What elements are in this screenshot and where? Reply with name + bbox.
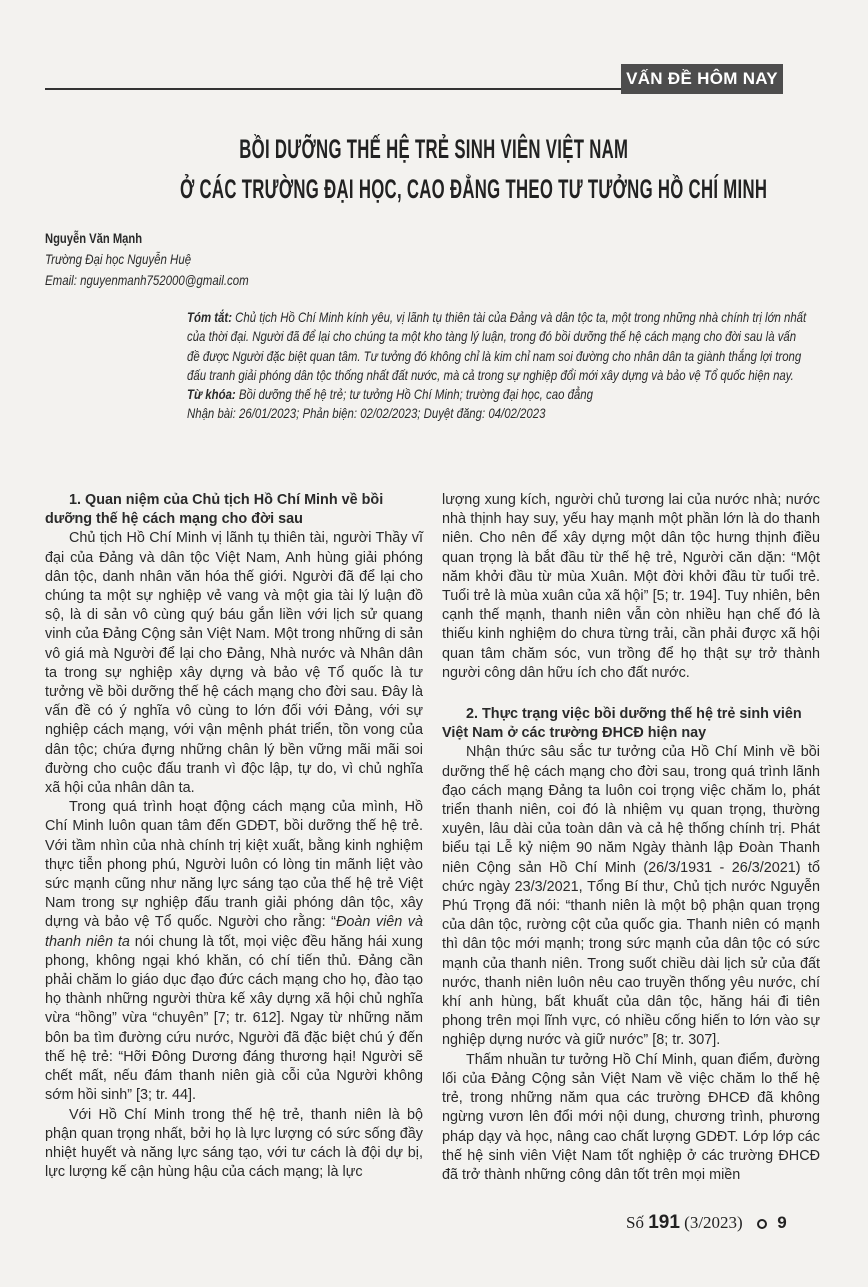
page-footer [626,1212,787,1234]
abstract [187,308,806,385]
paragraph: Chủ tịch Hồ Chí Minh vị lãnh tụ thiên tài, người Thầy vĩ đại của Đảng và dân tộc Việt Nam, Anh hùng giải phóng dân tộc, danh nhân văn hóa thế giới. Người đã để lại cho chúng ta một sự nghiệp vẻ vang và một gia tài lý luận đồ sộ, là di sản vô cùng quý báu gắn liền với lịch sử quang vinh của Đảng Cộng sản Việt Nam. Một trong những di sản vô giá mà Người để lại cho Đảng, Nhà nước và Nhân dân ta trong sự nghiệp xây dựng và bảo vệ Tổ quốc là tư tưởng về bồi dưỡng thế hệ cách mạng cho đời sau. Đây là vấn đề có ý nghĩa vô cùng to lớn đối với Đảng, với sự nghiệp cách mạng, với vận mệnh phát triển, tồn vong của dân tộc; chứa đựng những chân lý bền vững mãi mãi soi đường cho cuộc đấu tranh vì độc lập, tự do, vì chủ nghĩa xã hội của nhân dân ta. [45,530,423,797]
body-column-1 [45,491,423,1182]
issue-label: Số [626,1213,644,1232]
keywords-text: Bồi dưỡng thế hệ trẻ; tư tưởng Hồ Chí Minh; trường đại học, cao đẳng [238,386,593,403]
quote-italic: Đoàn viên và thanh niên ta [45,914,423,950]
article-dates: Nhận bài: 26/01/2023; Phản biện: 02/02/2023; Duyệt đăng: 04/02/2023 [187,405,546,422]
paragraph [45,798,423,1105]
header-rule [45,88,623,90]
article-title-line-2: Ở CÁC TRƯỜNG ĐẠI HỌC, CAO ĐẲNG THEO TƯ TƯỞNG HỒ CHÍ MINH [179,174,768,204]
paragraph: Nhận thức sâu sắc tư tưởng của Hồ Chí Minh về bồi dưỡng thế hệ cách mạng cho đời sau, trong quá trình lãnh đạo cách mạng Đảng ta luôn coi trọng việc chăm lo, phát triển thanh niên, coi đó là nhiệm vụ quan trọng, thường xuyên, lâu dài của toàn dân và cả hệ thống chính trị. Phát biểu tại Lễ kỷ niệm 90 năm Ngày thành lập Đoàn Thanh niên Cộng sản Hồ Chí Minh (26/3/1931 - 26/3/2021) tổ chức ngày 23/3/2021, Tổng Bí thư, Chủ tịch nước Nguyễn Phú Trọng đã nói: “thanh niên là một bộ phận quan trọng của dân tộc, rường cột của quốc gia. Thanh niên có mạnh thì dân tộc mới mạnh; trong sức mạnh của dân tộc có sức mạnh của thanh niên. Trong suốt chiều dài lịch sử của đất nước, thanh niên luôn nêu cao truyền thống yêu nước, chí khí anh hùng, bất khuất của dân tộc, hăng hái đi tiên phong trên mọi lĩnh vực, có nhiều cống hiến to lớn vào sự nghiệp dựng nước và giữ nước” [8; tr. 307]. [442,744,820,1049]
page-number: 9 [777,1213,787,1232]
section-heading-2: 2. Thực trạng việc bồi dưỡng thế hệ trẻ sinh viên Việt Nam ở các trường ĐHCĐ hiện nay [442,706,802,742]
keywords-label: Từ khóa: [187,386,236,403]
author-affiliation: Trường Đại học Nguyễn Huệ [45,251,192,267]
keywords [187,385,806,404]
abstract-block [187,308,806,424]
paragraph-text: nói chung là tốt, mọi việc đều hăng hái xung phong, không ngại khó khăn, có chí tiến thủ. Đảng cần phải chăm lo giáo dục đạo đức cách mạng cho họ, đào tạo họ thành những người thừa kế xây dựng xã hội chủ nghĩa vừa “hồng” vừa “chuyên” [7; tr. 612]. Ngay từ những năm bôn ba tìm đường cứu nước, Người đã đặc biệt chú ý đến thế hệ trẻ: “Hỡi Đông Dương đáng thương hại! Người sẽ chết mất, nếu đám thanh niên già cỗi của Người không sớm hồi sinh” [3; tr. 44]. [45,933,424,1104]
paragraph-continued: lượng xung kích, người chủ tương lai của nước nhà; nước nhà thịnh hay suy, yếu hay mạnh một phần lớn là do thanh niên. Cho nên để xây dựng một dân tộc hưng thịnh điều quan trọng là bắt đầu từ thế hệ trẻ, Người căn dặn: “Một năm khởi đầu từ mùa Xuân. Một đời khởi đầu từ tuổi trẻ. Tuổi trẻ là mùa xuân của xã hội” [5; tr. 194]. Tuy nhiên, bên cạnh thế mạnh, thanh niên vẫn còn nhiều hạn chế đó là thiếu kinh nghiệm do chưa từng trải, cần phải được xã hội quan tâm chăm sóc, vun trồng để họ thật sự trở thành người công dân hữu ích cho đất nước. [442,492,820,681]
issue-date: (3/2023) [684,1213,743,1232]
paragraph: Thấm nhuần tư tưởng Hồ Chí Minh, quan điểm, đường lối của Đảng Cộng sản Việt Nam về việc chăm lo thế hệ trẻ, trong những năm qua các trường ĐHCĐ đã không ngừng vươn lên đổi mới nội dung, chương trình, phương pháp dạy và học, nâng cao chất lượng GDĐT. Lớp lớp các thế hệ sinh viên Việt Nam tốt nghiệp ở các trường ĐHCĐ đã trở thành những công dân tốt trên mọi miền [442,1051,820,1183]
abstract-label: Tóm tắt: [187,309,233,325]
author-email: Email: nguyenmanh752000@gmail.com [45,272,249,288]
article-title-line-1: BỒI DƯỠNG THẾ HỆ TRẺ SINH VIÊN VIỆT NAM [239,134,629,164]
section-tag: VẤN ĐỀ HÔM NAY [621,64,783,94]
issue-number: 191 [648,1212,680,1233]
abstract-text: Chủ tịch Hồ Chí Minh kính yêu, vị lãnh tụ thiên tài của Đảng và dân tộc ta, một trong những nhà chính trị lớn nhất của thời đại. Người đã để lại cho chúng ta một kho tàng lý luận, trong đó bồi dưỡng thế hệ cách mạng cho đời sau là vấn đề được Người đặc biệt quan tâm. Tư tưởng đó không chỉ là kim chỉ nam soi đường cho nhân dân ta giành thắng lợi trong đấu tranh giải phóng dân tộc thống nhất đất nước, mà cả trong sự nghiệp đổi mới xây dựng và bảo vệ Tổ quốc hiện nay. [187,309,807,383]
body-column-2 [442,491,820,1185]
section-heading-1: 1. Quan niệm của Chủ tịch Hồ Chí Minh về bồi dưỡng thế hệ cách mạng cho đời sau [45,492,384,528]
paragraph: Với Hồ Chí Minh trong thế hệ trẻ, thanh niên là bộ phận quan trọng nhất, bởi họ là lực lượng có sức sống đầy nhiệt huyết và năng lực sáng tạo, với tư cách là đội dự bị, lực lượng kế cận hùng hậu của cách mạng; là lực [45,1106,423,1181]
author-name: Nguyễn Văn Mạnh [45,230,143,246]
author-block [45,228,293,291]
bullet-circle-icon [757,1219,767,1229]
paragraph-text: Trong quá trình hoạt động cách mạng của mình, Hồ Chí Minh luôn quan tâm đến GDĐT, bồi dưỡng thế hệ trẻ. Với tầm nhìn của nhà chính trị kiệt xuất, bằng kinh nghiệm thực tiễn phong phú, Người luôn có lòng tin mãnh liệt vào sức mạnh cũng như năng lực sáng tạo của thế hệ trẻ Việt Nam trong sự nghiệp đấu tranh giải phóng dân tộc, xây dựng và bảo vệ Tổ quốc. Người cho rằng: “ [45,799,423,931]
